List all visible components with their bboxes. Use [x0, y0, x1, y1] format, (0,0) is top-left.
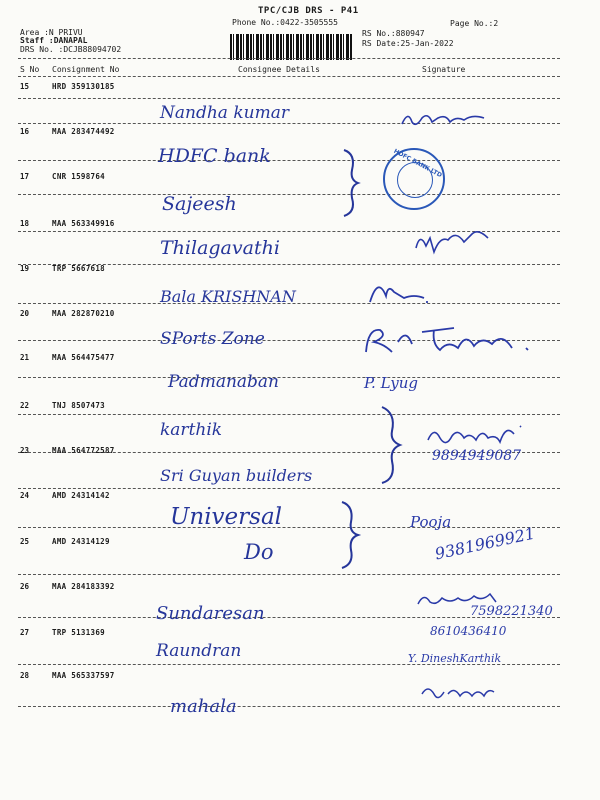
signature-scribble: [398, 108, 488, 130]
handwritten-consignee: Sajeesh: [162, 193, 237, 215]
handwritten-consignee: Sri Guyan builders: [160, 466, 313, 485]
col-consignee: Consignee Details: [238, 65, 320, 74]
bracket-mark: [380, 405, 404, 485]
handwritten-consignee: Raundran: [156, 641, 242, 661]
row-number: 22: [20, 401, 30, 410]
bracket-mark: [342, 148, 362, 218]
handwritten-consignee: Thilagavathi: [160, 237, 280, 259]
row-number: 20: [20, 309, 30, 318]
bank-stamp: [383, 148, 445, 210]
handwritten-consignee: Padmanaban: [168, 372, 279, 392]
consignment-number: TNJ 8507473: [52, 401, 105, 410]
page-title: TPC/CJB DRS - P41: [258, 6, 359, 16]
signature-phone: 8610436410: [430, 624, 507, 638]
staff-label: Staff :DANAPAL: [20, 36, 88, 45]
row-divider: [18, 706, 560, 707]
handwritten-consignee: HDFC bank: [158, 145, 271, 167]
row-number: 23: [20, 446, 30, 455]
row-number: 15: [20, 82, 30, 91]
handwritten-consignee: mahala: [170, 696, 237, 717]
signature-text: P. Lyug: [364, 374, 419, 392]
barcode: [230, 34, 352, 60]
consignment-number: AMD 24314129: [52, 537, 110, 546]
handwritten-consignee: Bala KRISHNAN: [160, 287, 296, 306]
consignment-number: MAA 283474492: [52, 127, 115, 136]
signature-scribble: [364, 272, 434, 306]
signature-phone: 7598221340: [470, 604, 553, 619]
row-divider: [18, 414, 560, 415]
row-number: 27: [20, 628, 30, 637]
header-divider-bottom: [18, 76, 560, 77]
row-number: 25: [20, 537, 30, 546]
handwritten-consignee: Universal: [170, 504, 283, 530]
row-divider: [18, 377, 560, 378]
signature-phone: 9894949087: [432, 448, 522, 464]
area-label: Area :N PRIVU: [20, 28, 83, 37]
consignment-number: TRP 5131369: [52, 628, 105, 637]
row-divider: [18, 194, 560, 195]
row-number: 16: [20, 127, 30, 136]
handwritten-consignee: SPorts Zone: [160, 329, 265, 349]
row-divider: [18, 488, 560, 489]
rs-date: RS Date:25-Jan-2022: [362, 39, 454, 48]
rs-number: RS No.:880947: [362, 29, 425, 38]
phone-number: Phone No.:0422-3505555: [232, 18, 338, 27]
page-number: Page No.:2: [450, 19, 499, 28]
row-number: 21: [20, 353, 30, 362]
row-number: 28: [20, 671, 30, 680]
consignment-number: MAA 564475477: [52, 353, 115, 362]
consignment-number: MAA 284183392: [52, 582, 115, 591]
row-number: 24: [20, 491, 30, 500]
bracket-mark: [340, 500, 362, 570]
consignment-number: AMD 24314142: [52, 491, 110, 500]
consignment-number: HRD 359130185: [52, 82, 115, 91]
drs-number: DRS No. :DCJB88094702: [20, 45, 122, 54]
signature-phone: 9381969921: [433, 523, 537, 564]
signature-scribble: [362, 318, 552, 358]
consignment-number: MAA 282870210: [52, 309, 115, 318]
col-consignment: Consignment No: [52, 65, 120, 74]
handwritten-consignee: Nandha kumar: [160, 103, 289, 123]
consignment-number: CNR 1598764: [52, 172, 105, 181]
handwritten-consignee: Do: [244, 540, 274, 564]
signature-text: Pooja: [410, 513, 452, 531]
consignment-number: MAA 564772587: [52, 446, 115, 455]
signature-text: Y. DineshKarthik: [408, 652, 502, 665]
row-number: 19: [20, 264, 30, 273]
col-signature: Signature: [422, 65, 466, 74]
row-divider: [18, 160, 560, 161]
signature-scribble: [424, 420, 524, 450]
row-divider: [18, 574, 560, 575]
consignment-number: TRP 5667618: [52, 264, 105, 273]
header-divider-top: [18, 58, 560, 59]
consignment-number: MAA 563349916: [52, 219, 115, 228]
handwritten-consignee: karthik: [160, 420, 223, 440]
row-number: 18: [20, 219, 30, 228]
col-s-no: S No: [20, 65, 40, 74]
row-divider: [18, 98, 560, 99]
stamp-text: HDFC BANK LTD: [392, 147, 443, 180]
signature-scribble: [412, 226, 492, 256]
row-divider: [18, 527, 560, 528]
row-number: 17: [20, 172, 30, 181]
row-number: 26: [20, 582, 30, 591]
signature-scribble: [418, 682, 498, 704]
handwritten-consignee: Sundaresan: [156, 603, 265, 624]
consignment-number: MAA 565337597: [52, 671, 115, 680]
